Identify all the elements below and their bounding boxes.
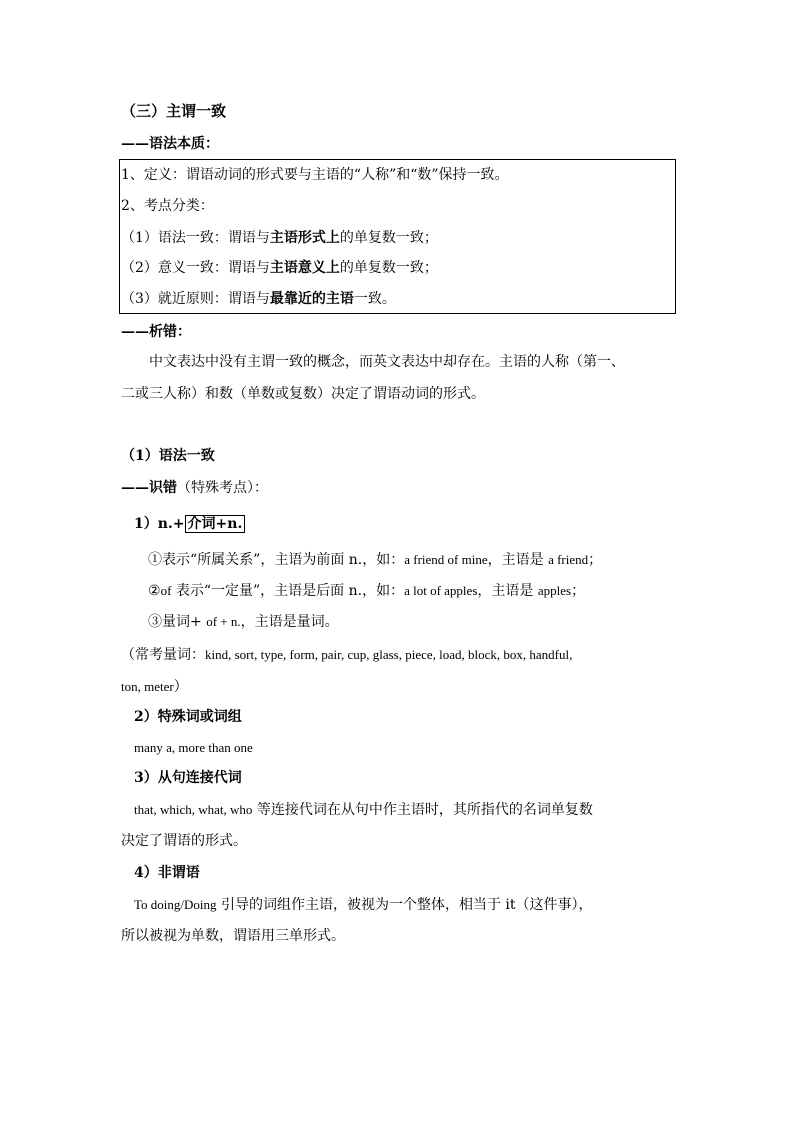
item-4-forms: To doing/Doing <box>134 897 217 912</box>
point-3-c: ，主语是量词。 <box>240 614 339 630</box>
category-1 <box>121 228 438 248</box>
point-2-g: ； <box>571 583 586 599</box>
point-1-a: ①表示“所属关系”，主语为前面 n.，如： <box>148 552 405 568</box>
essence-heading: ——语法本质： <box>121 136 219 152</box>
item-4-title: 4）非谓语 <box>134 865 200 881</box>
item-1-title <box>134 514 245 534</box>
point-1-d: a friend <box>548 552 589 567</box>
definition-line: 1、定义：谓语动词的形式要与主语的“人称”和“数”保持一致。 <box>121 167 509 183</box>
category-3-bold: 最靠近的主语 <box>269 291 354 307</box>
category-3-prefix: （3）就近原则：谓语与 <box>121 291 270 307</box>
item-1-framed: 介词+n. <box>185 515 246 533</box>
category-2-prefix: （2）意义一致：谓语与 <box>121 260 270 276</box>
category-1-suffix: 的单复数一致； <box>339 230 438 246</box>
quantifiers-line-2 <box>121 677 188 697</box>
item-1-prefix: 1）n.+ <box>134 516 185 532</box>
quantifiers-close: ） <box>173 679 188 695</box>
item-3-pronouns: that, which, what, who <box>134 802 253 817</box>
point-1-e: ； <box>588 552 603 568</box>
point-2-b: of <box>160 583 172 598</box>
quantifiers-list: kind, sort, type, form, pair, cup, glass, piece, load, block, box, handful, <box>205 647 573 662</box>
point-2-a: ② <box>148 583 161 599</box>
category-2-suffix: 的单复数一致； <box>339 260 438 276</box>
item-3-desc: 等连接代词在从句中作主语时，其所指代的名词单复数 <box>252 802 593 818</box>
category-1-prefix: （1）语法一致：谓语与 <box>121 230 270 246</box>
analysis-line-1: 中文表达中没有主谓一致的概念，而英文表达中却存在。主语的人称（第一、 <box>149 354 625 370</box>
item-3-title: 3）从句连接代词 <box>134 770 242 786</box>
analysis-line-2: 二或三人称）和数（单数或复数）决定了谓语动词的形式。 <box>121 386 485 402</box>
item-3-line-1 <box>134 800 593 820</box>
item-3-line-2: 决定了谓语的形式。 <box>121 833 247 849</box>
identify-heading <box>121 478 268 498</box>
point-1-b: a friend of mine <box>404 552 488 567</box>
point-2-f: apples <box>537 583 572 598</box>
categories-label: 2、考点分类： <box>121 198 214 214</box>
category-2-bold: 主语意义上 <box>269 260 340 276</box>
quantifiers-list-end: ton, meter <box>121 679 174 694</box>
item-1-point-2 <box>148 581 585 601</box>
point-2-c: 表示“一定量”，主语是后面 n.，如： <box>171 583 405 599</box>
item-2-title: 2）特殊词或词组 <box>134 709 242 725</box>
quantifiers-label: （常考量词： <box>121 647 205 663</box>
quantifiers-line-1 <box>121 645 572 665</box>
point-2-e: ，主语是 <box>477 583 538 599</box>
identify-bold: ——识错 <box>121 480 177 496</box>
item-4-line-1 <box>134 895 593 915</box>
item-1-point-3 <box>148 612 339 632</box>
category-3 <box>121 289 396 309</box>
section-title: （三）主谓一致 <box>121 102 227 120</box>
category-1-bold: 主语形式上 <box>269 230 340 246</box>
point-3-b: of + n. <box>206 614 241 629</box>
category-3-suffix: 一致。 <box>353 291 396 307</box>
point-1-c: ，主语是 <box>487 552 549 568</box>
item-1-point-1 <box>148 550 602 570</box>
point-3-a: ③量词+ <box>148 614 207 630</box>
analysis-heading: ——析错： <box>121 324 191 340</box>
category-2 <box>121 258 438 278</box>
identify-rest: （特殊考点）： <box>177 480 268 496</box>
item-4-line-2: 所以被视为单数，谓语用三单形式。 <box>121 928 345 944</box>
item-4-desc: 引导的词组作主语，被视为一个整体，相当于 it（这件事）， <box>216 897 593 913</box>
point-2-d: a lot of apples <box>404 583 478 598</box>
item-2-text: many a, more than one <box>134 740 253 755</box>
sub1-title: （1）语法一致 <box>121 448 215 464</box>
